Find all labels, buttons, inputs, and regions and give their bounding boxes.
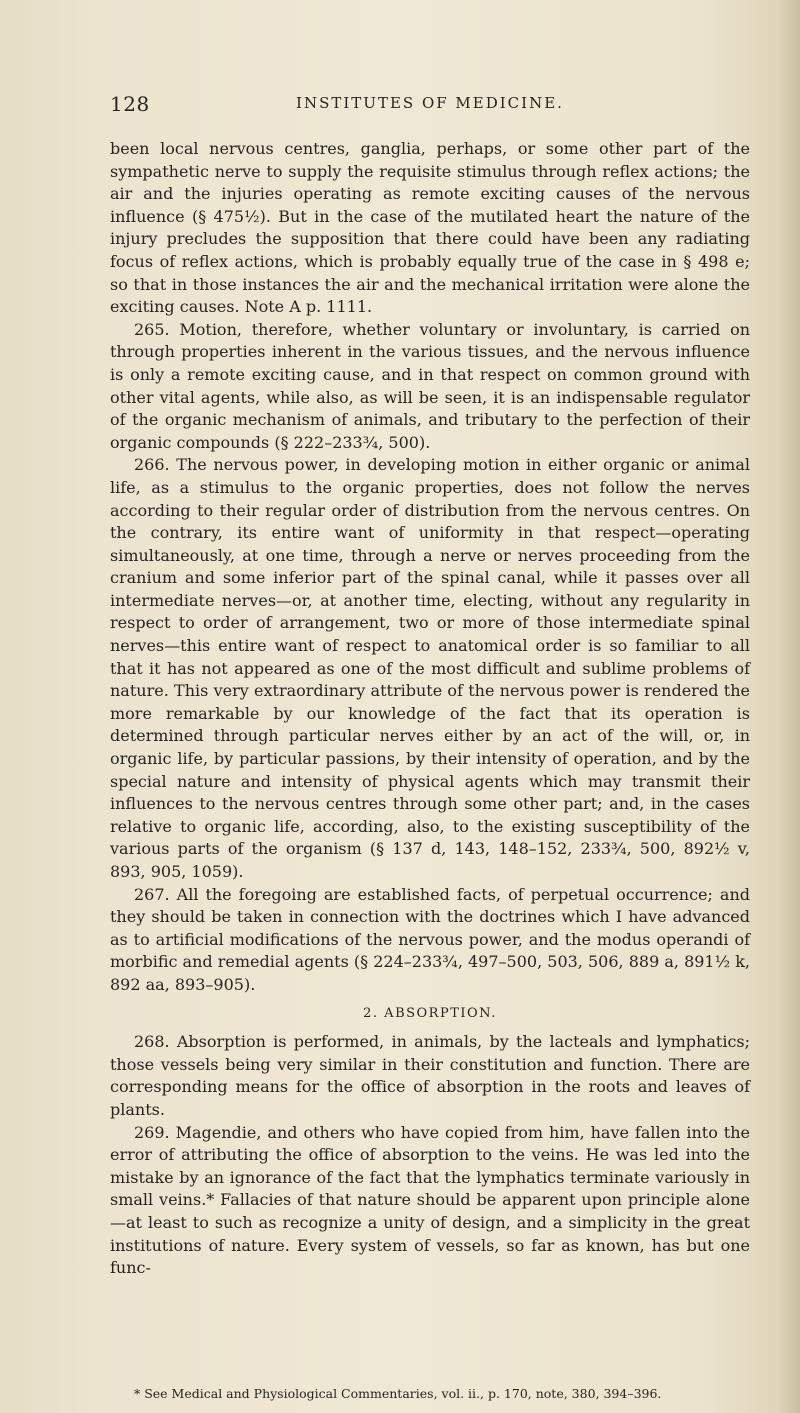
footnote: * See Medical and Physiological Commentaries, vol. ii., p. 170, note, 380, 394–396. bbox=[134, 1386, 662, 1401]
body-text bbox=[110, 138, 750, 1280]
paragraph-269: 269. Magendie, and others who have copied from him, have fallen into the error of attributing the office of absorption to the veins. He was led into the mistake by an ignorance of the fact that the lymphatics terminate variously in small veins.* Fallacies of that nature should be apparent upon principle alone—at least to such as recognize a unity of design, and a simplicity in the great institutions of nature. Every system of vessels, so far as known, has but one func- bbox=[110, 1122, 750, 1278]
paragraph-266: 266. The nervous power, in developing motion in either organic or animal life, as a stimulus to the organic properties, does not follow the nerves according to their regular order of distribution from the nervous centres. On the contrary, its entire want of uniformity in that respect—operating simultaneously, at one time, through a nerve or nerves proceeding from the cranium and some inferior part of the spinal canal, while it passes over all intermediate nerves—or, at another time, electing, without any regularity in respect to order of arrangement, two or more of those intermediate spinal nerves—this entire want of respect to anatomical order is so familiar to all that it has not appeared as one of the most difficult and sublime problems of nature. This very extraordinary attribute of the nervous power is rendered the more remarkable by our knowledge of the fact that its operation is determined through particular nerves either by an act of the will, or, in organic life, by particular passions, by their intensity of operation, and by the special nature and intensity of physical agents which may transmit their influences to the nervous centres through some other part; and, in the cases relative to organic life, according, also, to the existing susceptibility of the various parts of the organism (§ 137 d, 143, 148–152, 233¾, 500, 892½ v, 893, 905, 1059). bbox=[110, 455, 750, 881]
page-number: 128 bbox=[110, 92, 150, 116]
paragraph-268: 268. Absorption is performed, in animals, by the lacteals and lymphatics; those vessels being very similar in their constitution and function. There are corresponding means for the office of absorption in the roots and leaves of plants. bbox=[110, 1032, 750, 1119]
paragraph-265: 265. Motion, therefore, whether voluntary or involuntary, is carried on through properties inherent in the various tissues, and the nervous influence is only a remote exciting cause, and in that respect on common ground with other vital agents, while also, as will be seen, it is an indispensable regulator of the organic mechanism of animals, and tributary to the perfection of their organic compounds (§ 222–233¾, 500). bbox=[110, 319, 750, 452]
paragraph-continued: been local nervous centres, ganglia, perhaps, or some other part of the sympathetic nerve to supply the requisite stimulus through reflex actions; the air and the injuries operating as remote exciting causes of the nervous influence (§ 475½). But in the case of the mutilated heart the nature of the injury precludes the supposition that there could have been any radiating focus of reflex actions, which is probably equally true of the case in § 498 e; so that in those instances the air and the mechanical irritation were alone the exciting causes. Note A p. 1111. bbox=[110, 139, 750, 317]
running-title: INSTITUTES OF MEDICINE. bbox=[296, 94, 564, 112]
paragraph-267: 267. All the foregoing are established facts, of perpetual occurrence; and they should be taken in connection with the doctrines which I have advanced as to artificial modifications of the nervous power, and the modus operandi of morbific and remedial agents (§ 224–233¾, 497–500, 503, 506, 889 a, 891½ k, 892 aa, 893–905). bbox=[110, 884, 750, 994]
page-edge-shadow bbox=[778, 0, 800, 1413]
page-header bbox=[110, 92, 750, 118]
section-heading: 2. ABSORPTION. bbox=[363, 1005, 497, 1021]
